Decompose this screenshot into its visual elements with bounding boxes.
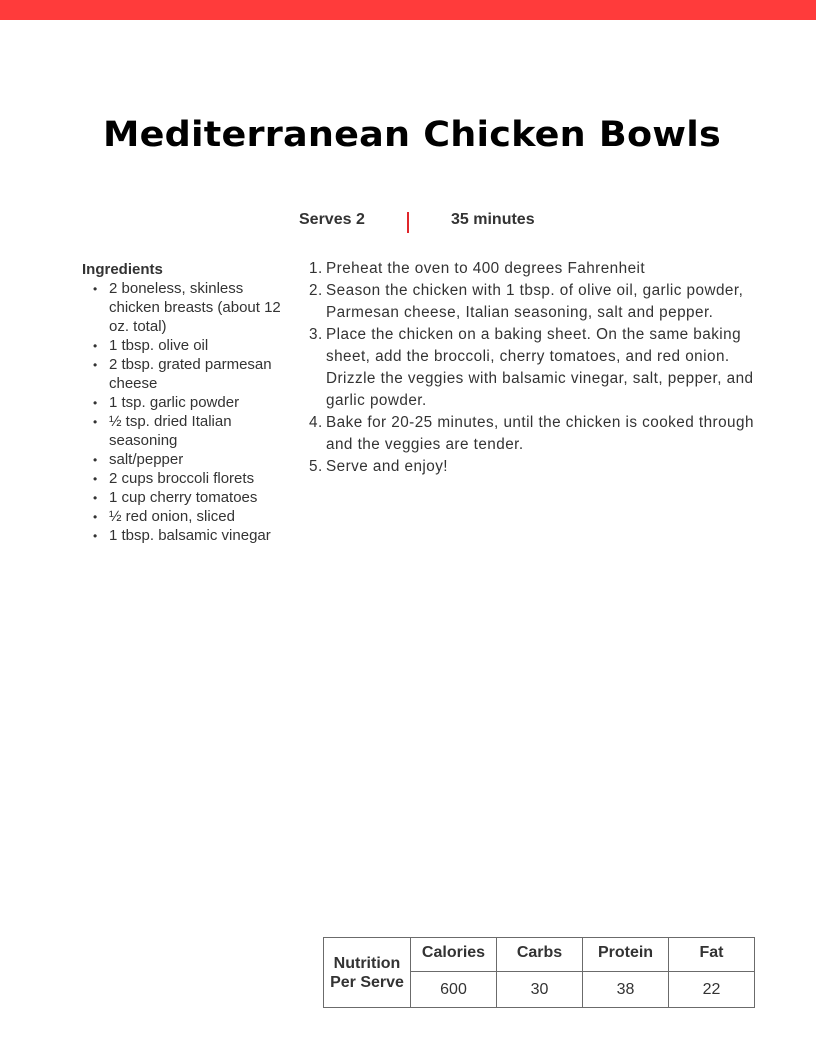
servings-label: Serves 2: [299, 211, 365, 228]
ingredient-item: • ½ red onion, sliced: [109, 507, 297, 526]
step-text: Preheat the oven to 400 degrees Fahrenheit: [326, 260, 646, 277]
step-text: Season the chicken with 1 tbsp. of olive oil, garlic powder, Parmesan cheese, Italian seasoning, salt and pepper.: [326, 282, 744, 321]
instruction-step: [305, 412, 780, 456]
step-number: 2.: [309, 282, 323, 299]
ingredient-item: • 2 tbsp. grated parmesan cheese: [109, 355, 297, 393]
ingredient-item: • salt/pepper: [109, 450, 297, 469]
ingredient-item: • 1 tbsp. balsamic vinegar: [109, 526, 297, 545]
nutrition-label-cell: [324, 938, 411, 1008]
ingredient-item: • 2 boneless, skinless chicken breasts (about 12 oz. total): [109, 279, 297, 336]
recipe-title: Mediterranean Chicken Bowls: [103, 115, 722, 155]
ingredient-item: • 2 cups broccoli florets: [109, 469, 297, 488]
nutrition-col-calories: Calories: [411, 938, 497, 972]
instruction-step: [305, 324, 780, 412]
nutrition-header-row: [324, 938, 755, 972]
instruction-step: [305, 456, 780, 478]
cook-time-label: 35 minutes: [451, 211, 535, 228]
ingredients-section: [82, 260, 297, 545]
ingredients-list: [82, 279, 297, 545]
step-number: 1.: [309, 260, 323, 277]
step-text: Place the chicken on a baking sheet. On the same baking sheet, add the broccoli, cherry tomatoes, and red onion. Drizzle the veggies with balsamic vinegar, salt, pepper, and garlic powder.: [326, 326, 754, 409]
instruction-step: [305, 258, 780, 280]
step-number: 3.: [309, 326, 323, 343]
nutrition-col-protein: Protein: [583, 938, 669, 972]
step-text: Serve and enjoy!: [326, 458, 449, 475]
ingredient-item: • ½ tsp. dried Italian seasoning: [109, 412, 297, 450]
instructions-list: [305, 258, 780, 478]
nutrition-label-line1: Nutrition: [333, 954, 401, 972]
nutrition-col-fat: Fat: [669, 938, 755, 972]
step-number: 5.: [309, 458, 323, 475]
step-text: Bake for 20-25 minutes, until the chicken is cooked through and the veggies are tender.: [326, 414, 754, 453]
top-accent-bar: [0, 0, 816, 20]
nutrition-col-carbs: Carbs: [497, 938, 583, 972]
ingredient-item: • 1 tsp. garlic powder: [109, 393, 297, 412]
ingredients-heading: Ingredients: [82, 261, 163, 278]
instruction-step: [305, 280, 780, 324]
nutrition-table: [323, 937, 755, 1008]
nutrition-value-protein: 38: [583, 972, 669, 1008]
ingredient-item: • 1 tbsp. olive oil: [109, 336, 297, 355]
ingredient-item: • 1 cup cherry tomatoes: [109, 488, 297, 507]
nutrition-value-carbs: 30: [497, 972, 583, 1008]
step-number: 4.: [309, 414, 323, 431]
nutrition-label-line2: Per Serve: [330, 973, 404, 991]
meta-divider: [407, 212, 409, 233]
nutrition-value-fat: 22: [669, 972, 755, 1008]
nutrition-value-calories: 600: [411, 972, 497, 1008]
